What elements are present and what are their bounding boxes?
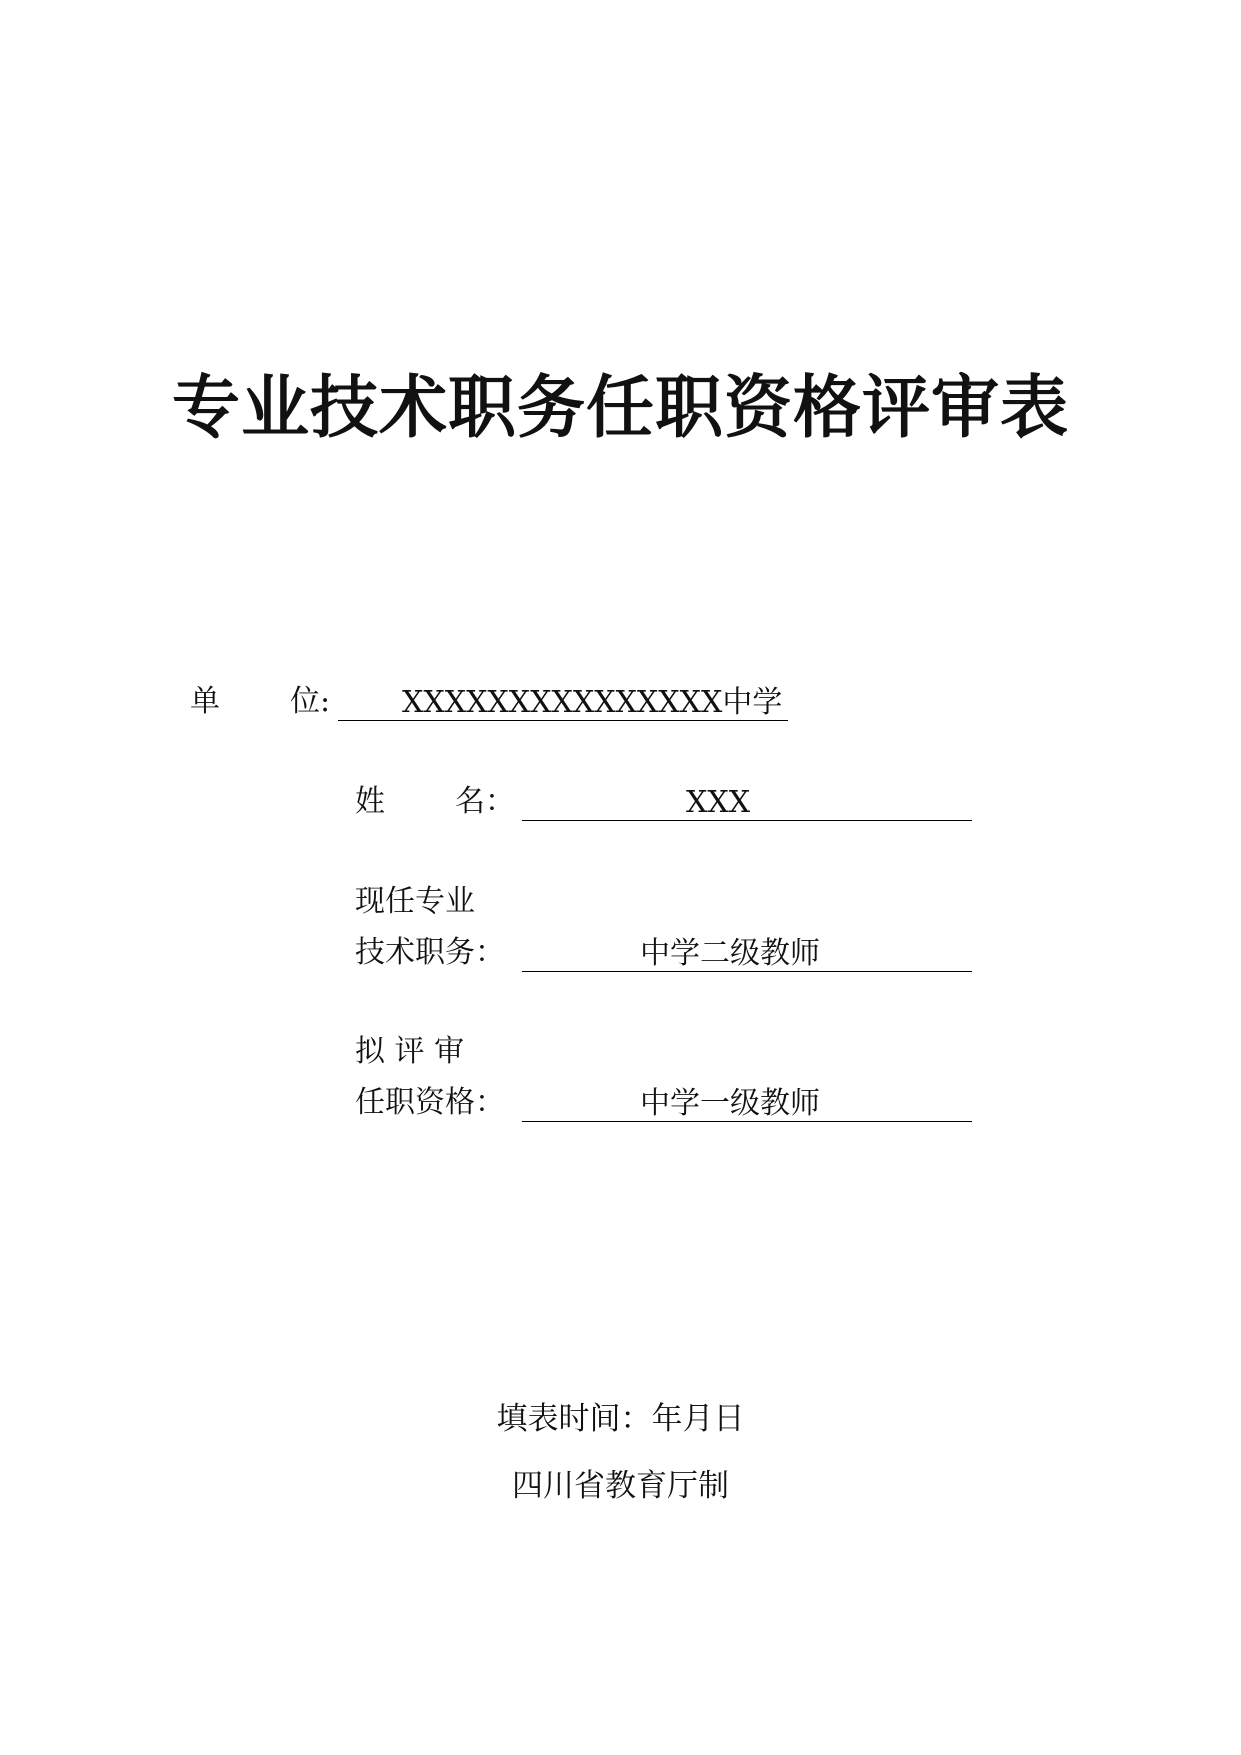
unit-label-char1: 单	[190, 684, 220, 719]
proposed-field	[522, 1085, 972, 1122]
proposed-label-line1: 拟 评 审	[355, 1034, 465, 1069]
unit-label-char2: 位:	[290, 684, 331, 719]
proposed-value: 中学一级教师	[640, 1086, 820, 1121]
unit-field	[338, 684, 788, 721]
proposed-label-line2: 任职资格：	[355, 1085, 505, 1120]
name-field	[522, 784, 972, 821]
current-title-label-line2: 技术职务：	[355, 935, 505, 970]
document-title: 专业技术职务任职资格评审表	[171, 368, 1069, 448]
unit-value: XXXXXXXXXXXXXXX中学	[402, 685, 783, 720]
current-title-value: 中学二级教师	[640, 936, 820, 971]
name-label-char2: 名：	[455, 784, 515, 819]
current-title-label-line1: 现任专业	[355, 884, 475, 919]
name-label-char1: 姓	[355, 784, 385, 819]
fill-date: 填表时间：年月日	[496, 1401, 745, 1437]
issuer: 四川省教育厅制	[512, 1468, 729, 1504]
current-title-field	[522, 935, 972, 972]
name-value: XXX	[686, 785, 751, 820]
